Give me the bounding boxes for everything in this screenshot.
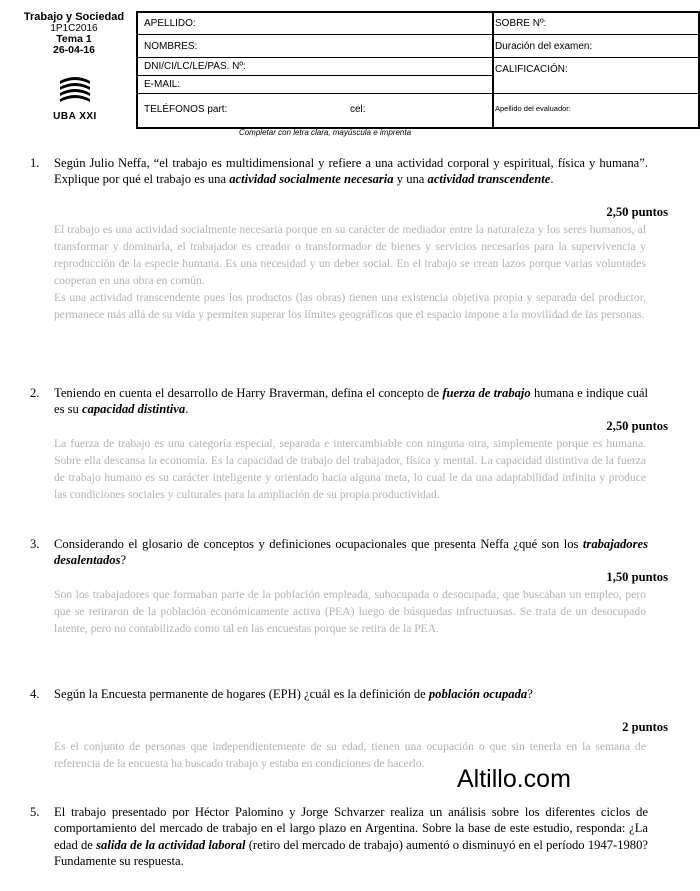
question-number: 4.	[30, 687, 40, 701]
question-text: Considerando el glosario de conceptos y definiciones ocupacionales que presenta Neffa ¿qué son los trabajadores desalentados?	[54, 537, 648, 568]
answer-paragraph: El trabajo es una actividad socialmente necesaria porque en su carácter de mediador entre la naturaleza y los seres humanos, al transformar y dominarla, el trabajador es creador o transformador de bienes y servicios necesarios para la supervivencia y reproducción de la especie humana. Es una necesidad y un deber social. En el trabajo se crean lazos porque varias voluntades cooperan en una obra en común.	[54, 223, 646, 287]
answer-paragraph: La fuerza de trabajo es una categoría especial, separada e intercambiable con ninguna otra, simplemente porque es humana. Sobre ella descansa la economía. Es la capacidad de trabajo del trabajador, física y mental. La capacidad distintiva de la fuerza de trabajo humano es su carácter inteligente y orientado hacia alguna meta, lo cual le da una adaptabilidad infinita y produce las condiciones sociales y culturales para la ampliación de su propia productividad.	[54, 437, 646, 501]
answer-paragraph: Es el conjunto de personas que independientemente de su edad, tienen una ocupación o que sin tenerla en la semana de referencia de la encuesta ha buscado trabajo y estaba en condiciones de hacerlo.	[54, 740, 646, 770]
question-number: 1.	[30, 156, 40, 170]
exam-date: 26-04-16	[52, 44, 96, 56]
student-form	[136, 11, 494, 129]
course-title: Trabajo y Sociedad	[23, 11, 125, 23]
uba-logo-icon	[58, 73, 92, 107]
question-text: El trabajo presentado por Héctor Palomino y Jorge Schvarzer realiza un análisis sobre los diferentes ciclos de comportamiento del mercado de trabajo en el largo plazo en Argentina. Sobre la base de este estudio, responda: ¿La edad de salida de la actividad laboral (retiro del mercado de trabajo) aumentó o disminuyó en el período 1947-1980? Fundamente su respuesta.	[54, 805, 648, 869]
question-4	[30, 686, 648, 702]
question-3	[30, 536, 648, 569]
watermark: Altillo.com	[457, 765, 571, 793]
exam-admin-form	[490, 11, 700, 129]
field-duracion[interactable]: Duración del examen:	[490, 35, 698, 58]
question-5	[30, 804, 648, 870]
field-sobre[interactable]: SOBRE Nº:	[490, 13, 698, 35]
field-calificacion[interactable]: CALIFICACIÓN:	[490, 58, 698, 94]
points-2: 2,50 puntos	[606, 419, 668, 433]
points-4: 2 puntos	[622, 720, 668, 734]
course-info	[12, 11, 136, 127]
question-number: 3.	[30, 537, 40, 551]
exam-tema: Tema 1	[56, 33, 92, 45]
field-telefonos[interactable]: TELÉFONOS part: cel:	[138, 94, 492, 125]
question-number: 5.	[30, 805, 40, 819]
field-dni[interactable]: DNI/CI/LC/LE/PAS. Nº:	[138, 58, 492, 76]
answer-paragraph: Es una actividad transcendente pues los productos (las obras) tienen una existencia objetiva propia y separada del productor, permanece más allá de su vida y permiten superar los límites geográficos que el espacio impone a la movilidad de las personas.	[54, 291, 646, 321]
answer-paragraph: Son los trabajadores que formaban parte de la población empleada, subocupada o desocupada, que buscaban un empleo, pero que se retiraron de la población económicamente activa (PEA) luego de búsquedas infructuosas. Se trata de un desocupado latente, pero no contabilizado como tal en las encuestas porque se retira de la PEA.	[54, 588, 646, 635]
question-2	[30, 385, 648, 418]
field-nombres[interactable]: NOMBRES:	[138, 35, 492, 58]
question-number: 2.	[30, 386, 40, 400]
question-1	[30, 155, 648, 188]
points-1: 2,50 puntos	[606, 205, 668, 219]
question-text: Teniendo en cuenta el desarrollo de Harry Braverman, defina el concepto de fuerza de trabajo humana e indique cuál es su capacidad distintiva.	[54, 386, 649, 417]
form-instruction: Completar con letra clara, mayúscula e imprenta	[238, 128, 412, 137]
field-cel-label: cel:	[350, 104, 366, 115]
answer-1	[54, 221, 646, 323]
field-evaluador[interactable]: Apellido del evaluador:	[495, 104, 571, 113]
field-apellido[interactable]: APELLIDO:	[138, 13, 492, 35]
question-text: Según la Encuesta permanente de hogares (EPH) ¿cuál es la definición de población ocupada?	[54, 687, 533, 701]
exam-header	[12, 11, 593, 127]
answer-3	[54, 586, 646, 637]
answer-2	[54, 435, 646, 503]
logo-text: UBA XXI	[53, 111, 97, 122]
field-email[interactable]: E-MAIL:	[138, 76, 492, 94]
question-text: Según Julio Neffa, “el trabajo es multidimensional y refiere a una actividad corporal y espiritual, física y humana”. Explique por qué el trabajo es una actividad socialmente necesaria y una actividad transcendente.	[54, 156, 648, 187]
course-code: 1P1C2016	[50, 23, 98, 34]
uba-xxi-logo	[48, 73, 102, 125]
points-3: 1,50 puntos	[606, 570, 668, 584]
